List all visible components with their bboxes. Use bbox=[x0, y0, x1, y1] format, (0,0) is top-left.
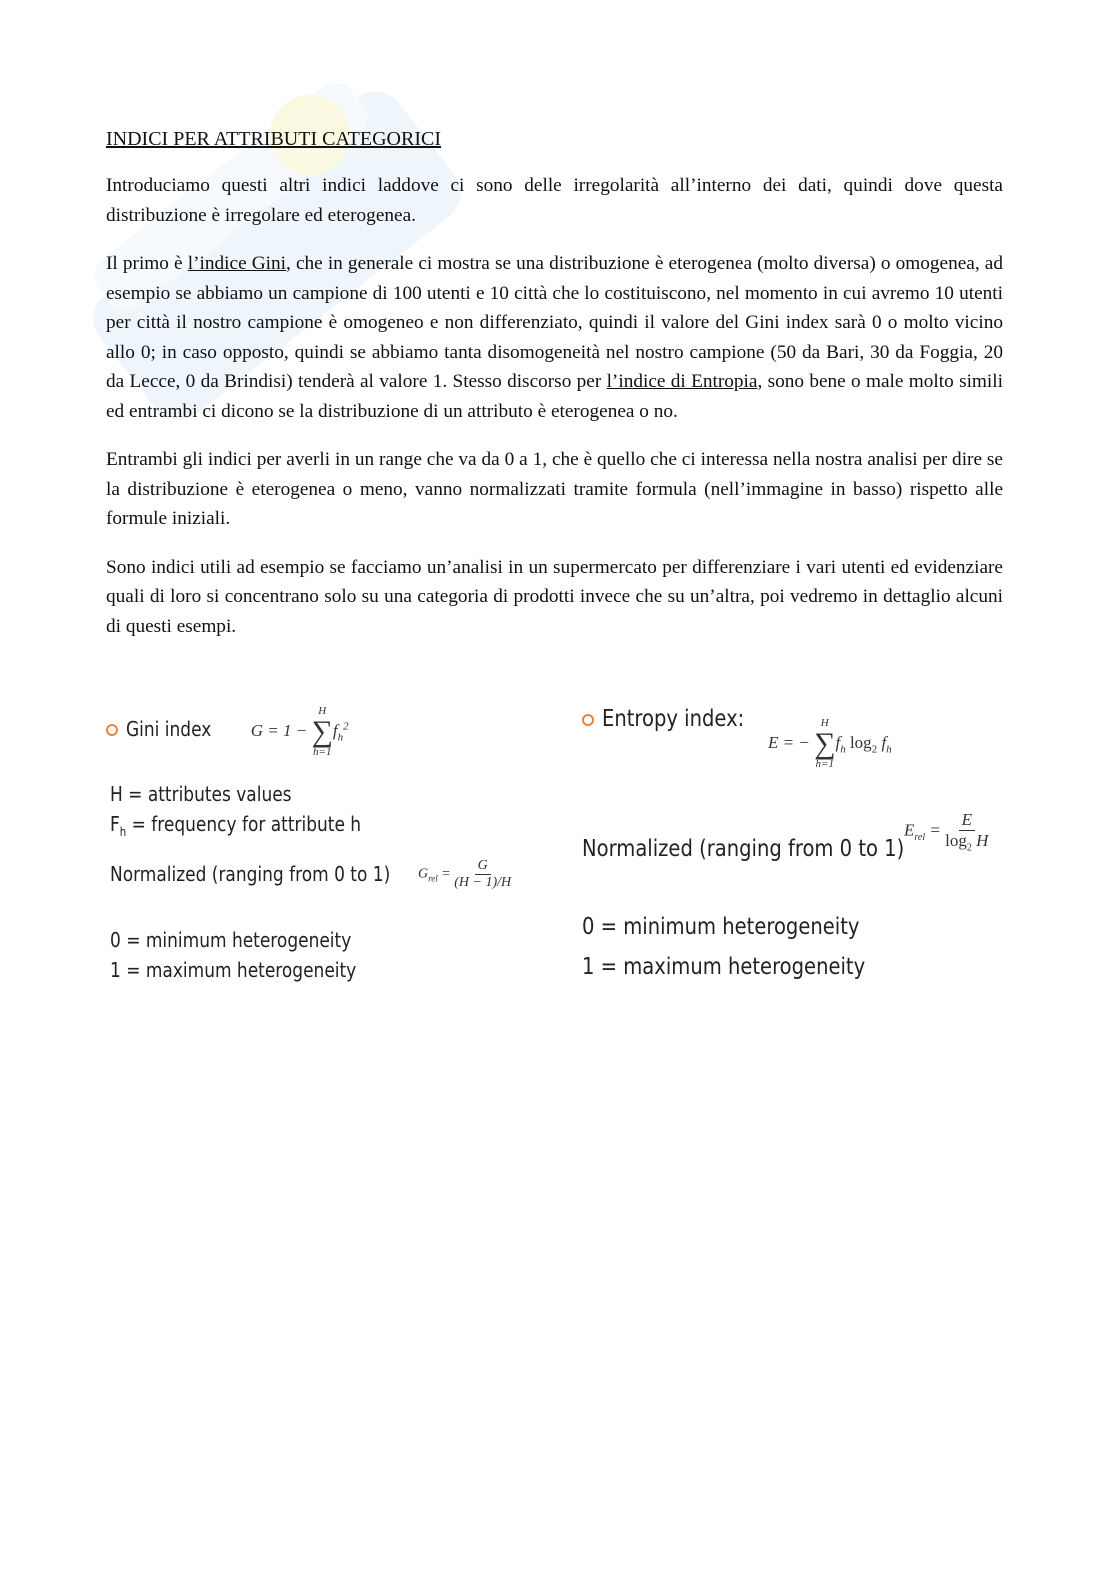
document-body bbox=[106, 128, 1003, 660]
gini-term: f bbox=[332, 720, 338, 740]
gini-term-sub: h bbox=[337, 731, 344, 744]
sigma-icon: ∑ bbox=[311, 715, 333, 748]
entropy-max bbox=[582, 954, 915, 980]
gini-def-f bbox=[110, 812, 405, 839]
gini-rel-den: (H − 1)/H bbox=[454, 875, 512, 890]
sum-top: H bbox=[820, 717, 829, 729]
text-segment: Il primo è bbox=[106, 253, 188, 274]
gini-max-text: 1 = maximum heterogeneity bbox=[110, 958, 357, 982]
formula-figure bbox=[106, 700, 1006, 1000]
gini-normalized-label: Normalized (ranging from 0 to 1) bbox=[110, 862, 391, 886]
gini-rel-eq: = bbox=[437, 866, 451, 882]
page-title: INDICI PER ATTRIBUTI CATEGORICI bbox=[106, 128, 441, 150]
entropy-rel-formula bbox=[904, 810, 988, 853]
entropy-rel-eq: = bbox=[925, 820, 941, 840]
paragraph-normalization: Entrambi gli indici per averli in un range che va da 0 a 1, che è quello che ci interessa nella nostra analisi per dire se la distribuzione è eterogenea o meno, vanno normalizzati tramite formula (nell’immagine in basso) rispetto alle formule iniziali. bbox=[106, 449, 1003, 529]
sum-bottom: h=1 bbox=[312, 746, 332, 758]
entropy-title-row bbox=[582, 706, 769, 732]
gini-rel-sub: rel bbox=[428, 873, 438, 884]
entropy-term-sub: h bbox=[840, 743, 846, 756]
entropy-log: log bbox=[845, 732, 872, 752]
gini-term-sup: 2 bbox=[343, 720, 349, 733]
bullet-icon bbox=[106, 724, 118, 736]
gini-def-h bbox=[110, 782, 324, 806]
gini-def-f-sub: h bbox=[119, 825, 127, 839]
gini-def-f-symbol: F bbox=[110, 812, 120, 836]
entropy-min bbox=[582, 914, 908, 940]
entropy-rel-num: E bbox=[959, 810, 975, 831]
gini-rel-lhs: G bbox=[418, 866, 429, 882]
entropy-rel-den-sub: 2 bbox=[966, 842, 972, 854]
entropy-rel-den bbox=[945, 831, 988, 853]
entropy-max-text: 1 = maximum heterogeneity bbox=[582, 954, 866, 980]
entropy-normalized-label: Normalized (ranging from 0 to 1) bbox=[582, 836, 905, 862]
sum-symbol bbox=[814, 718, 835, 770]
gini-rel-num: G bbox=[475, 858, 491, 875]
gini-def-h-text: H = attributes values bbox=[110, 782, 292, 806]
gini-def-f-rest: = frequency for attribute h bbox=[126, 812, 362, 836]
entropy-log-arg-sub: h bbox=[886, 743, 892, 756]
gini-max bbox=[110, 958, 400, 982]
paragraph-gini bbox=[106, 249, 1003, 426]
bullet-icon bbox=[582, 714, 594, 726]
gini-title-row bbox=[106, 706, 349, 758]
entropy-min-text: 0 = minimum heterogeneity bbox=[582, 914, 860, 940]
gini-rel-formula bbox=[418, 858, 511, 891]
text-segment: , sono bene o male molto simili ed entrambi ci dicono se la distribuzione di un attributo è eterogenea o no. bbox=[106, 371, 1004, 422]
entropy-log-sub: 2 bbox=[871, 743, 878, 756]
entropy-log-arg: f bbox=[877, 732, 887, 752]
gini-normalized-row bbox=[110, 862, 440, 886]
gini-link: l’indice Gini bbox=[187, 253, 287, 274]
text-segment: , che in generale ci mostra se una distribuzione è eterogenea (molto diversa) o omogenea, ad esempio se abbiamo un campione di 100 utenti e 10 città che lo costituiscono, nel momento in cui avremo 10 utenti per città il nostro campione è omogeneo e non differenziato, quindi il valore del Gini index sarà 0 o molto vicino allo 0; in caso opposto, quindi se abbiamo tanta disomogeneità nel nostro campione (50 da Bari, 30 da Foggia, 20 da Lecce, 0 da Brindisi) tenderà al valore 1. Stesso discorso per bbox=[106, 253, 1003, 392]
entropy-title: Entropy index: bbox=[602, 706, 745, 732]
paragraph-examples: Sono indici utili ad esempio se facciamo un’analisi in un supermercato per differenziare i vari utenti ed evidenziare quali di loro si concentrano solo su una categoria di prodotti invece che su un’altra, poi vedremo in dettaglio alcuni di questi esempi. bbox=[106, 556, 1003, 637]
gini-title: Gini index bbox=[126, 716, 212, 741]
gini-min-text: 0 = minimum heterogeneity bbox=[110, 928, 352, 952]
entropy-rel-lhs: E bbox=[904, 820, 915, 840]
sum-symbol bbox=[311, 706, 332, 758]
paragraph-intro: Introduciamo questi altri indici laddove ci sono delle irregolarità all’interno dei dati, quindi dove questa distribuzione è irregolare ed eterogenea. bbox=[106, 175, 1003, 226]
entropy-rel-den-arg: H bbox=[971, 831, 989, 850]
gini-formula bbox=[250, 705, 349, 758]
entropy-link: l’indice di Entropia bbox=[606, 371, 758, 392]
sigma-icon: ∑ bbox=[814, 727, 836, 760]
gini-min bbox=[110, 928, 394, 952]
entropy-rel-den-log: log bbox=[945, 831, 967, 850]
gini-formula-lhs: G = 1 − bbox=[250, 720, 308, 740]
sum-bottom: h=1 bbox=[815, 758, 834, 770]
entropy-rel-fraction bbox=[945, 810, 988, 853]
entropy-rel-sub: rel bbox=[914, 831, 926, 843]
sum-top: H bbox=[318, 705, 327, 717]
entropy-formula-lhs: E = − bbox=[768, 732, 810, 752]
gini-rel-fraction bbox=[454, 858, 511, 891]
entropy-term: f bbox=[835, 732, 841, 752]
gini-def-f-text bbox=[110, 812, 361, 839]
entropy-formula bbox=[768, 718, 892, 770]
